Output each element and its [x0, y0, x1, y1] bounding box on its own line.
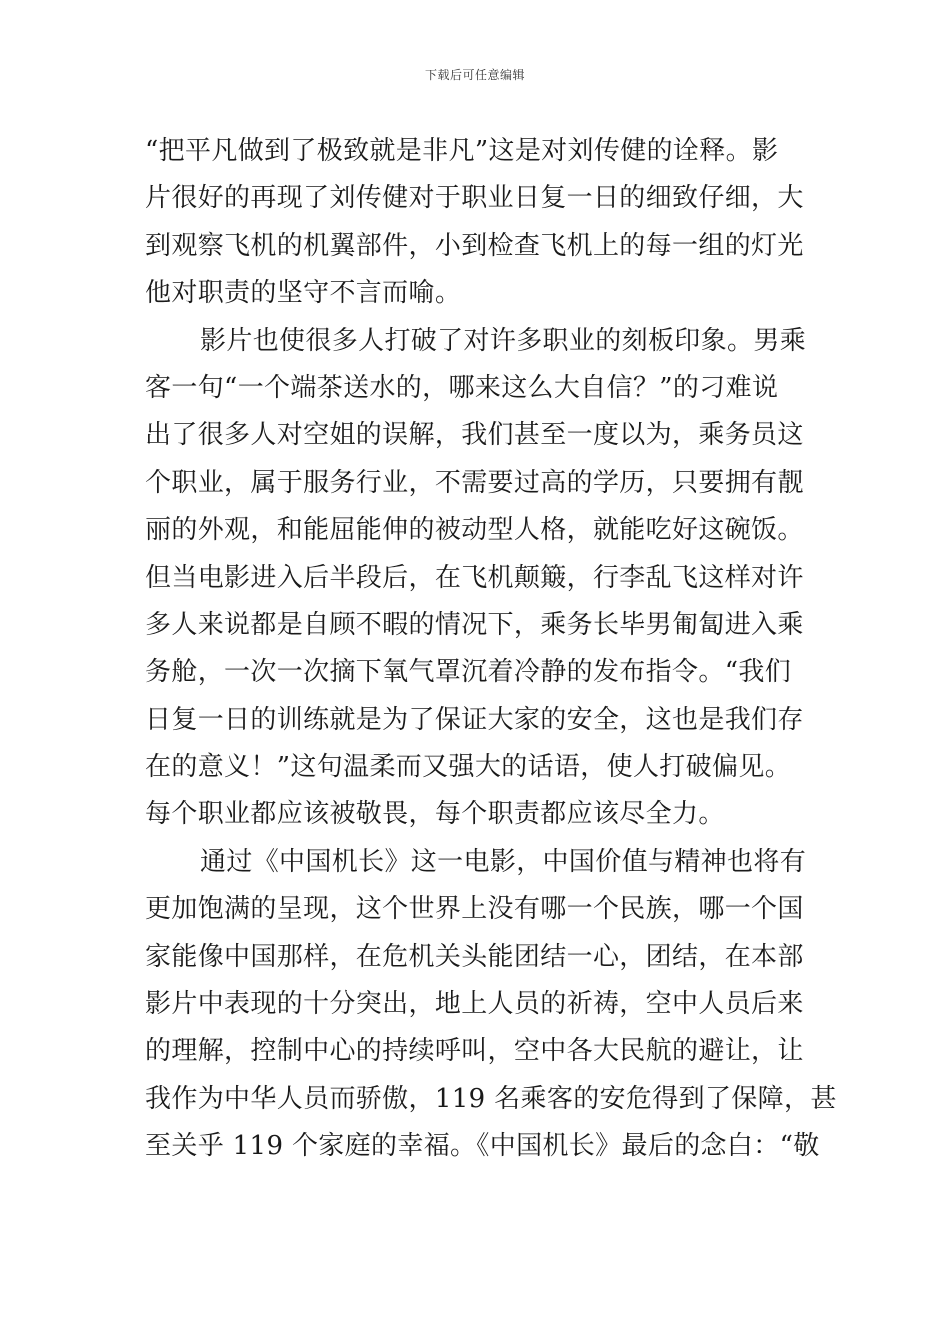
text-line: 出了很多人对空姐的误解，我们甚至一度以为，乘务员这: [145, 420, 804, 451]
text-line: “把平凡做到了极致就是非凡”这是对刘传健的诠释。影: [145, 136, 779, 166]
text-line: 但当电影进入后半段后，在飞机颠簸，行李乱飞这样对许: [145, 562, 804, 593]
text-line: 我作为中华人员而骄傲，119 名乘客的安危得到了保障，甚: [145, 1083, 837, 1114]
text-line: 个职业，属于服务行业，不需要过高的学历，只要拥有靓: [145, 467, 804, 498]
text-line: 他对职责的坚守不言而喻。: [145, 278, 462, 309]
text-line: 务舱，一次一次摘下氧气罩沉着冷静的发布指令。“我们: [145, 657, 792, 688]
text-line: 通过《中国机长》这一电影，中国价值与精神也将有: [200, 846, 807, 877]
paragraph: [145, 839, 837, 1171]
text-line: 家能像中国那样，在危机关头能团结一心，团结，在本部: [145, 941, 804, 972]
text-line: 到观察飞机的机翼部件，小到检查飞机上的每一组的灯光: [145, 230, 804, 261]
text-line: 片很好的再现了刘传健对于职业日复一日的细致仔细，大: [145, 183, 804, 214]
page-header: 下载后可任意编辑: [424, 68, 525, 82]
text-line: 至关乎 119 个家庭的幸福。《中国机长》最后的念白：“敬: [145, 1131, 820, 1162]
text-line: 丽的外观，和能屈能伸的被动型人格，就能吃好这碗饭。: [145, 515, 804, 546]
text-line: 在的意义！”这句温柔而又强大的话语，使人打破偏见。: [145, 752, 792, 783]
text-line: 影片中表现的十分突出，地上人员的祈祷，空中人员后来: [145, 989, 804, 1020]
text-line: 每个职业都应该被敬畏，每个职责都应该尽全力。: [145, 799, 725, 830]
paragraph: [145, 318, 807, 839]
text-line: 的理解，控制中心的持续呼叫，空中各大民航的避让，让: [145, 1036, 804, 1067]
text-line: 日复一日的训练就是为了保证大家的安全，这也是我们存: [145, 704, 804, 735]
document-body: [145, 128, 837, 1171]
text-line: 多人来说都是自顾不暇的情况下，乘务长毕男匍匐进入乘: [145, 609, 804, 640]
text-line: 影片也使很多人打破了对许多职业的刻板印象。男乘: [200, 325, 807, 356]
paragraph: [145, 128, 807, 318]
text-line: 更加饱满的呈现，这个世界上没有哪一个民族，哪一个国: [145, 894, 804, 925]
text-line: 客一句“一个端茶送水的，哪来这么大自信？”的刁难说: [145, 372, 779, 403]
